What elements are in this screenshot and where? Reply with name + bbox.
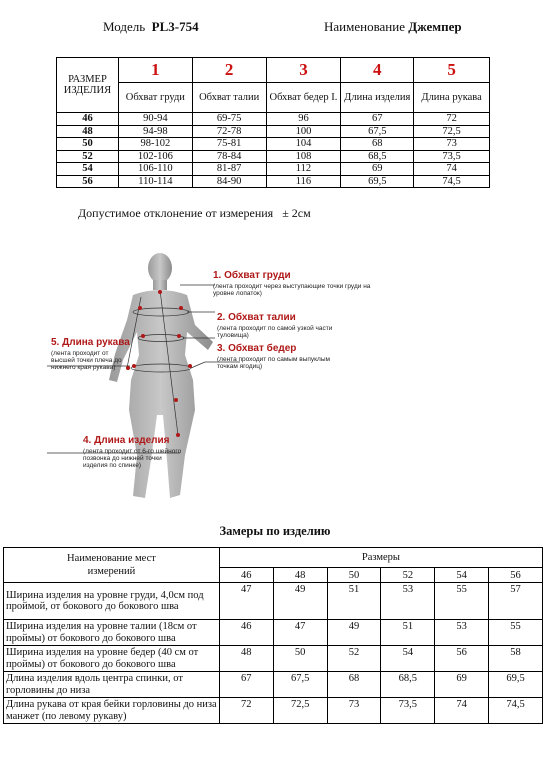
size-col: 56 bbox=[489, 568, 543, 583]
label-chest-title: 1. Обхват груди bbox=[213, 270, 291, 281]
cell: 100 bbox=[266, 125, 341, 138]
row-size: 56 bbox=[57, 175, 119, 188]
label-chest-sub: (лента проходит через выступающие точки груди на уровне лопаток) bbox=[213, 283, 371, 297]
cell: 49 bbox=[327, 620, 381, 646]
cell: 67 bbox=[341, 113, 414, 126]
name-value: Джемпер bbox=[408, 19, 462, 34]
size-col: 52 bbox=[381, 568, 435, 583]
row-name: Длина изделия вдоль центра спинки, от горловины до низа bbox=[4, 672, 220, 698]
col-num-3: 3 bbox=[266, 58, 341, 83]
cell: 69,5 bbox=[341, 175, 414, 188]
cell: 74,5 bbox=[414, 175, 490, 188]
row-size: 48 bbox=[57, 125, 119, 138]
row-size: 50 bbox=[57, 138, 119, 151]
size-table bbox=[56, 57, 490, 188]
label-waist-sub: (лента проходит по самой узкой части туловища) bbox=[217, 325, 333, 339]
table-row bbox=[57, 150, 490, 163]
tolerance-note bbox=[78, 206, 311, 221]
cell: 90-94 bbox=[118, 113, 192, 126]
label-chest bbox=[213, 265, 383, 297]
tolerance-value: ± 2см bbox=[282, 206, 311, 220]
label-sleeve-title: 5. Длина рукава bbox=[51, 337, 130, 348]
cell: 96 bbox=[266, 113, 341, 126]
table-row bbox=[4, 672, 543, 698]
table-row bbox=[4, 646, 543, 672]
row-name: Ширина изделия на уровне груди, 4,0см под проймой, от бокового до бокового шва bbox=[4, 583, 220, 620]
cell: 51 bbox=[327, 583, 381, 620]
name-line bbox=[324, 19, 462, 35]
label-length-title: 4. Длина изделия bbox=[83, 435, 170, 446]
row-name: Ширина изделия на уровне талии (18см от проймы) от бокового до бокового шва bbox=[4, 620, 220, 646]
table-row bbox=[57, 163, 490, 176]
size-col: 46 bbox=[219, 568, 273, 583]
cell: 74 bbox=[414, 163, 490, 176]
label-length bbox=[83, 430, 183, 469]
col-num-1: 1 bbox=[118, 58, 192, 83]
name-label: Наименование bbox=[324, 19, 405, 34]
row-size: 52 bbox=[57, 150, 119, 163]
table-row bbox=[4, 620, 543, 646]
cell: 55 bbox=[435, 583, 489, 620]
cell: 72 bbox=[219, 698, 273, 724]
size-header bbox=[57, 58, 119, 113]
cell: 73 bbox=[327, 698, 381, 724]
cell: 51 bbox=[381, 620, 435, 646]
col-label-5: Длина рукава bbox=[414, 83, 490, 113]
cell: 84-90 bbox=[192, 175, 266, 188]
cell: 72 bbox=[414, 113, 490, 126]
label-sleeve-sub: (лента проходит от высшей точки плеча до нижнего края рукава) bbox=[51, 350, 122, 371]
measurement-figure bbox=[45, 250, 525, 510]
size-header-text: РАЗМЕР ИЗДЕЛИЯ bbox=[63, 74, 112, 96]
cell: 69 bbox=[341, 163, 414, 176]
row-name: Длина рукава от края бейки горловины до низа манжет (по левому рукаву) bbox=[4, 698, 220, 724]
size-col: 54 bbox=[435, 568, 489, 583]
cell: 75-81 bbox=[192, 138, 266, 151]
cell: 69,5 bbox=[489, 672, 543, 698]
cell: 67 bbox=[219, 672, 273, 698]
col-label-1: Обхват груди bbox=[118, 83, 192, 113]
cell: 69-75 bbox=[192, 113, 266, 126]
cell: 106-110 bbox=[118, 163, 192, 176]
table-row bbox=[4, 698, 543, 724]
col-label-3: Обхват бедер I. bbox=[266, 83, 341, 113]
cell: 73 bbox=[414, 138, 490, 151]
cell: 46 bbox=[219, 620, 273, 646]
col-num-2: 2 bbox=[192, 58, 266, 83]
cell: 68,5 bbox=[341, 150, 414, 163]
table-row bbox=[57, 125, 490, 138]
sizes-header: Размеры bbox=[219, 548, 542, 568]
cell: 74 bbox=[435, 698, 489, 724]
col-label-2: Обхват талии bbox=[192, 83, 266, 113]
cell: 78-84 bbox=[192, 150, 266, 163]
cell: 48 bbox=[219, 646, 273, 672]
cell: 56 bbox=[435, 646, 489, 672]
label-length-sub: (лента проходит от 6-го шейного позвонка до нижней точки изделия по спинке) bbox=[83, 448, 182, 469]
tolerance-text: Допустимое отклонение от измерения bbox=[78, 206, 274, 220]
cell: 49 bbox=[273, 583, 327, 620]
label-hips bbox=[217, 338, 347, 370]
cell: 98-102 bbox=[118, 138, 192, 151]
label-waist bbox=[217, 307, 337, 339]
table-row bbox=[57, 175, 490, 188]
cell: 69 bbox=[435, 672, 489, 698]
cell: 54 bbox=[381, 646, 435, 672]
col-num-4: 4 bbox=[341, 58, 414, 83]
cell: 94-98 bbox=[118, 125, 192, 138]
table-row bbox=[4, 583, 543, 620]
cell: 57 bbox=[489, 583, 543, 620]
model-value: PL3-754 bbox=[151, 19, 199, 34]
model-label: Модель bbox=[103, 19, 146, 34]
row-size: 46 bbox=[57, 113, 119, 126]
garment-table-title: Замеры по изделию bbox=[219, 524, 331, 538]
cell: 52 bbox=[327, 646, 381, 672]
cell: 67,5 bbox=[273, 672, 327, 698]
name-header: Наименование мест измерений bbox=[4, 548, 220, 583]
label-hips-sub: (лента проходит по самым выпуклым точкам ягодиц) bbox=[217, 356, 330, 370]
label-waist-title: 2. Обхват талии bbox=[217, 312, 296, 323]
cell: 68 bbox=[327, 672, 381, 698]
cell: 68 bbox=[341, 138, 414, 151]
cell: 73,5 bbox=[381, 698, 435, 724]
cell: 58 bbox=[489, 646, 543, 672]
cell: 74,5 bbox=[489, 698, 543, 724]
cell: 104 bbox=[266, 138, 341, 151]
cell: 72-78 bbox=[192, 125, 266, 138]
model-line bbox=[103, 19, 199, 35]
cell: 81-87 bbox=[192, 163, 266, 176]
size-col: 50 bbox=[327, 568, 381, 583]
cell: 102-106 bbox=[118, 150, 192, 163]
garment-table bbox=[3, 547, 543, 724]
cell: 47 bbox=[219, 583, 273, 620]
cell: 72,5 bbox=[273, 698, 327, 724]
cell: 108 bbox=[266, 150, 341, 163]
row-size: 54 bbox=[57, 163, 119, 176]
cell: 50 bbox=[273, 646, 327, 672]
cell: 73,5 bbox=[414, 150, 490, 163]
size-col: 48 bbox=[273, 568, 327, 583]
cell: 53 bbox=[435, 620, 489, 646]
col-num-5: 5 bbox=[414, 58, 490, 83]
col-label-4: Длина изделия bbox=[341, 83, 414, 113]
cell: 68,5 bbox=[381, 672, 435, 698]
label-sleeve bbox=[51, 332, 131, 371]
cell: 47 bbox=[273, 620, 327, 646]
cell: 53 bbox=[381, 583, 435, 620]
cell: 72,5 bbox=[414, 125, 490, 138]
cell: 116 bbox=[266, 175, 341, 188]
cell: 112 bbox=[266, 163, 341, 176]
label-hips-title: 3. Обхват бедер bbox=[217, 343, 297, 354]
table-row bbox=[57, 113, 490, 126]
cell: 55 bbox=[489, 620, 543, 646]
row-name: Ширина изделия на уровне бедер (40 см от проймы) от бокового до бокового шва bbox=[4, 646, 220, 672]
table-row bbox=[57, 138, 490, 151]
cell: 110-114 bbox=[118, 175, 192, 188]
cell: 67,5 bbox=[341, 125, 414, 138]
